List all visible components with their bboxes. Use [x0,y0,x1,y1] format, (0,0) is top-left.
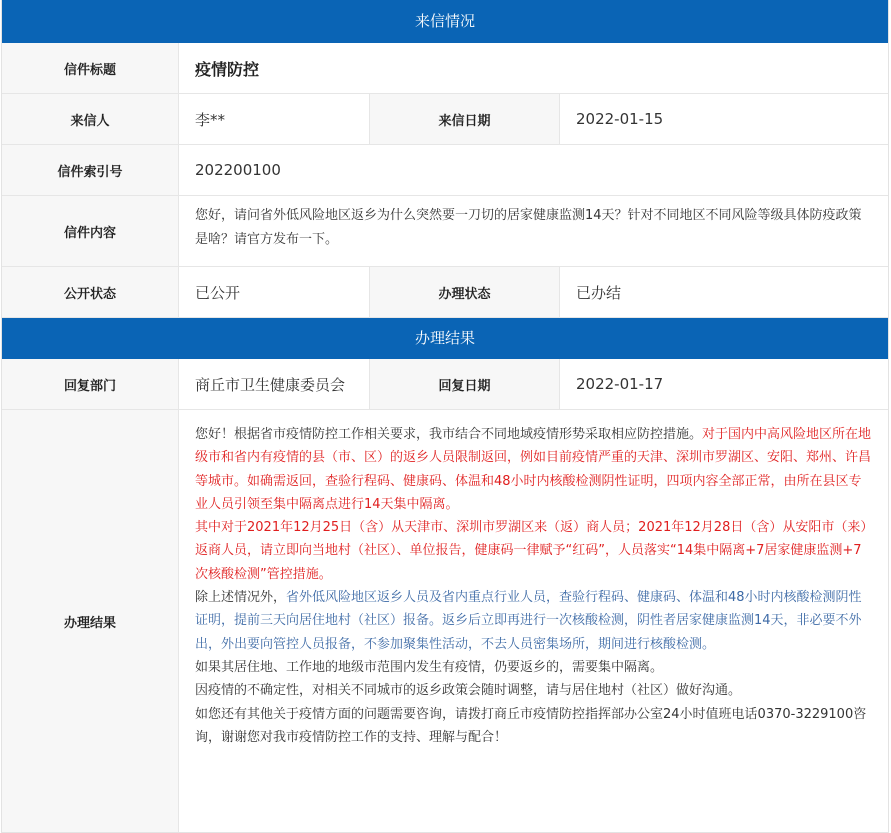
letter-content-label: 信件内容 [2,196,179,266]
letter-detail-table [1,0,889,833]
letter-date-label: 来信日期 [370,94,560,144]
index-number-value: 202200100 [195,161,281,179]
result-paragraph-1 [195,423,874,516]
letter-date-value: 2022-01-15 [576,110,664,128]
result-p3-low-risk: 省外低风险地区返乡人员及省内重点行业人员，查验行程码、健康码、体温和48小时内核酸检测阴性证明，提前三天向居住地村（社区）报备。返乡后立即再进行一次核酸检测，阴性者居家健康监测14天，非必要不外出，外出要向管控人员报备，不参加聚集性活动，不去人员密集场所，期间进行核酸检测。 [195,590,862,652]
reply-dept-value: 商丘市卫生健康委员会 [179,359,370,409]
reply-date-label: 回复日期 [370,359,560,409]
row-sender-date [2,94,888,145]
result-paragraph-2: 其中对于2021年12月25日（含）从天津市、深圳市罗湖区来（返）商人员；2021年12月28日（含）从安阳市（来）返商人员，请立即向当地村（社区）、单位报告，健康码一律赋予“红码”，人员落实“14集中隔离+7居家健康监测+7次核酸检测”管控措施。 [195,520,874,582]
row-result [2,410,888,832]
row-index-number [2,145,888,196]
result-p1-high-risk: 对于国内中高风险地区所在地级市和省内有疫情的县（市、区）的返乡人员限制返回，例如目前疫情严重的天津、深圳市罗湖区、安阳、郑州、许昌等城市。如确需返回，查验行程码、健康码、体温和48小时内核酸检测阴性证明，四项内容全部正常，由所在县区专业人员引领至集中隔离点进行14天集中隔离。 [195,427,872,512]
section-header-result: 办理结果 [2,318,888,359]
result-paragraph-3 [195,586,874,656]
index-number-label: 信件索引号 [2,145,179,195]
row-letter-title [2,43,888,94]
handle-status-label: 办理状态 [370,267,560,317]
reply-dept-label: 回复部门 [2,359,179,409]
row-public-status [2,267,888,318]
result-paragraph-4: 如果其居住地、工作地的地级市范围内发生有疫情，仍要返乡的，需要集中隔离。 [195,659,664,675]
letter-content-value: 您好，请问省外低风险地区返乡为什么突然要一刀切的居家健康监测14天？针对不同地区不同风险等级具体防疫政策是啥？请官方发布一下。 [195,208,862,247]
result-paragraph-5: 因疫情的不确定性，对相关不同城市的返乡政策会随时调整，请与居住地村（社区）做好沟通。 [195,683,742,699]
row-reply-dept [2,359,888,410]
letter-title-value: 疫情防控 [195,59,260,79]
public-status-label: 公开状态 [2,267,179,317]
result-content [179,410,888,832]
sender-label: 来信人 [2,94,179,144]
result-paragraph-6: 如您还有其他关于疫情方面的问题需要咨询，请拨打商丘市疫情防控指挥部办公室24小时值班电话0370-3229100咨询，谢谢您对我市疫情防控工作的支持、理解与配合！ [195,706,867,745]
row-letter-content [2,196,888,267]
sender-value: 李** [179,94,370,144]
result-label: 办理结果 [2,410,179,832]
section-header-letter-info: 来信情况 [2,0,888,43]
public-status-value: 已公开 [179,267,370,317]
result-p3-intro: 除上述情况外， [195,590,287,606]
handle-status-value: 已办结 [576,283,622,302]
letter-title-label: 信件标题 [2,43,179,93]
reply-date-value: 2022-01-17 [576,375,664,393]
result-p1-intro: 您好！根据省市疫情防控工作相关要求，我市结合不同地域疫情形势采取相应防控措施。 [195,427,703,442]
